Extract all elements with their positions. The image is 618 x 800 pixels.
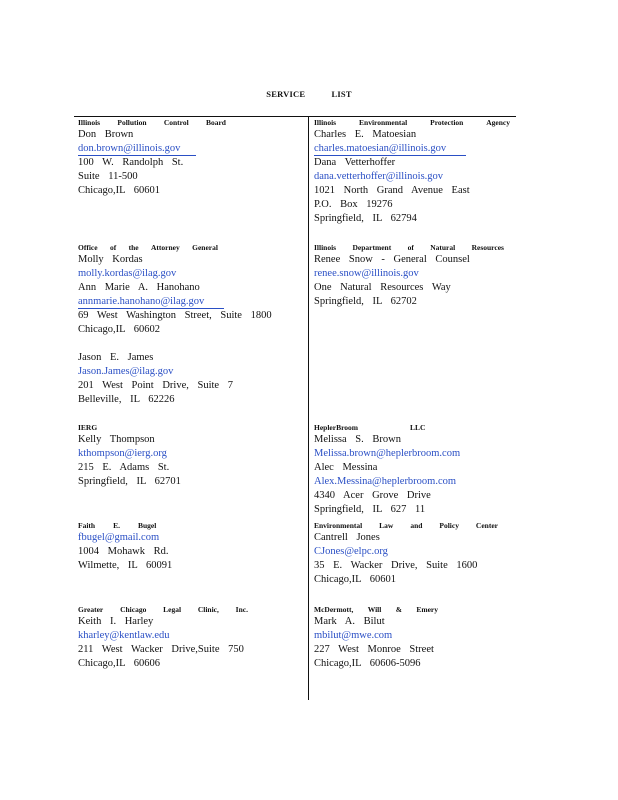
- entry-gclc: [78, 605, 300, 671]
- contact-name: Molly Kordas: [78, 254, 143, 265]
- org-heading: McDermott, Will & Emery: [314, 605, 438, 614]
- org-heading: HeplerBroom LLC: [314, 423, 426, 432]
- org-heading: IERG: [78, 423, 98, 432]
- entry-ipcb: [78, 118, 300, 198]
- column-divider: [308, 116, 309, 700]
- address-line: Suite 11-500: [78, 171, 138, 182]
- address-line: 69 West Washington Street, Suite 1800: [78, 310, 272, 321]
- entry-elpc: [314, 521, 514, 587]
- address-line: Chicago,IL 60606-5096: [314, 658, 421, 669]
- entry-heplerbroom: [314, 423, 514, 517]
- header-divider: [74, 116, 516, 117]
- contact-name: Cantrell Jones: [314, 532, 380, 543]
- contact-name: Kelly Thompson: [78, 434, 155, 445]
- email-link[interactable]: renee.snow@illinois.gov: [314, 268, 419, 279]
- address-line: 201 West Point Drive, Suite 7: [78, 380, 233, 391]
- org-heading: Environmental Law and Policy Center: [314, 521, 498, 530]
- contact-name: Renee Snow - General Counsel: [314, 254, 470, 265]
- address-line: Chicago,IL 60602: [78, 324, 161, 335]
- address-line: 1021 North Grand Avenue East: [314, 185, 470, 196]
- address-line: 1004 Mohawk Rd.: [78, 546, 169, 557]
- email-link[interactable]: Alex.Messina@heplerbroom.com: [314, 476, 457, 487]
- address-line: 227 West Monroe Street: [314, 644, 434, 655]
- address-line: Springfield, IL 62702: [314, 296, 417, 307]
- address-line: Springfield, IL 62701: [78, 476, 181, 487]
- email-link[interactable]: dana.vetterhoffer@illinois.gov: [314, 171, 444, 182]
- contact-name: Charles E. Matoesian: [314, 129, 417, 140]
- address-line: One Natural Resources Way: [314, 282, 451, 293]
- email-link[interactable]: molly.kordas@ilag.gov: [78, 268, 177, 279]
- contact-name: Melissa S. Brown: [314, 434, 401, 445]
- entry-ierg: [78, 423, 300, 489]
- address-line: 211 West Wacker Drive,Suite 750: [78, 644, 244, 655]
- email-link[interactable]: kthompson@ierg.org: [78, 448, 167, 459]
- address-line: 100 W. Randolph St.: [78, 157, 184, 168]
- address-line: Chicago,IL 60606: [78, 658, 161, 669]
- entry-iepa: [314, 118, 514, 226]
- contact-name: Alec Messina: [314, 462, 378, 473]
- org-heading: Illinois Pollution Control Board: [78, 118, 226, 127]
- address-line: Chicago,IL 60601: [78, 185, 161, 196]
- email-link[interactable]: kharley@kentlaw.edu: [78, 630, 170, 641]
- contact-name: Mark A. Bilut: [314, 616, 385, 627]
- address-line: Springfield, IL 627 11: [314, 504, 426, 515]
- contact-name: Don Brown: [78, 129, 134, 140]
- page-title: SERVICE LIST: [266, 89, 352, 99]
- email-link[interactable]: CJones@elpc.org: [314, 546, 388, 557]
- address-line: 4340 Acer Grove Drive: [314, 490, 431, 501]
- address-line: P.O. Box 19276: [314, 199, 393, 210]
- org-heading: Greater Chicago Legal Clinic, Inc.: [78, 605, 248, 614]
- address-line: 35 E. Wacker Drive, Suite 1600: [314, 560, 478, 571]
- address-line: Chicago,IL 60601: [314, 574, 397, 585]
- email-link[interactable]: annmarie.hanohano@ilag.gov: [78, 296, 224, 309]
- email-link[interactable]: don.brown@illinois.gov: [78, 143, 196, 156]
- entry-bugel: [78, 521, 300, 573]
- entry-oag: [78, 243, 300, 407]
- org-heading: Office of the Attorney General: [78, 243, 218, 252]
- contact-name: Keith I. Harley: [78, 616, 154, 627]
- org-heading: Illinois Department of Natural Resources: [314, 243, 504, 252]
- address-line: 215 E. Adams St.: [78, 462, 170, 473]
- email-link[interactable]: fbugel@gmail.com: [78, 532, 160, 543]
- email-link[interactable]: charles.matoesian@illinois.gov: [314, 143, 466, 156]
- entry-idnr: [314, 243, 514, 309]
- contact-name: Jason E. James: [78, 352, 154, 363]
- entry-mcdermott: [314, 605, 514, 671]
- address-line: Springfield, IL 62794: [314, 213, 417, 224]
- contact-name: Dana Vetterhoffer: [314, 157, 396, 168]
- contact-name: Ann Marie A. Hanohano: [78, 282, 200, 293]
- org-heading: Illinois Environmental Protection Agency: [314, 118, 510, 127]
- address-line: Belleville, IL 62226: [78, 394, 175, 405]
- email-link[interactable]: mbilut@mwe.com: [314, 630, 393, 641]
- email-link[interactable]: Jason.James@ilag.gov: [78, 366, 174, 377]
- org-heading: Faith E. Bugel: [78, 521, 157, 530]
- address-line: Wilmette, IL 60091: [78, 560, 173, 571]
- email-link[interactable]: Melissa.brown@heplerbroom.com: [314, 448, 461, 459]
